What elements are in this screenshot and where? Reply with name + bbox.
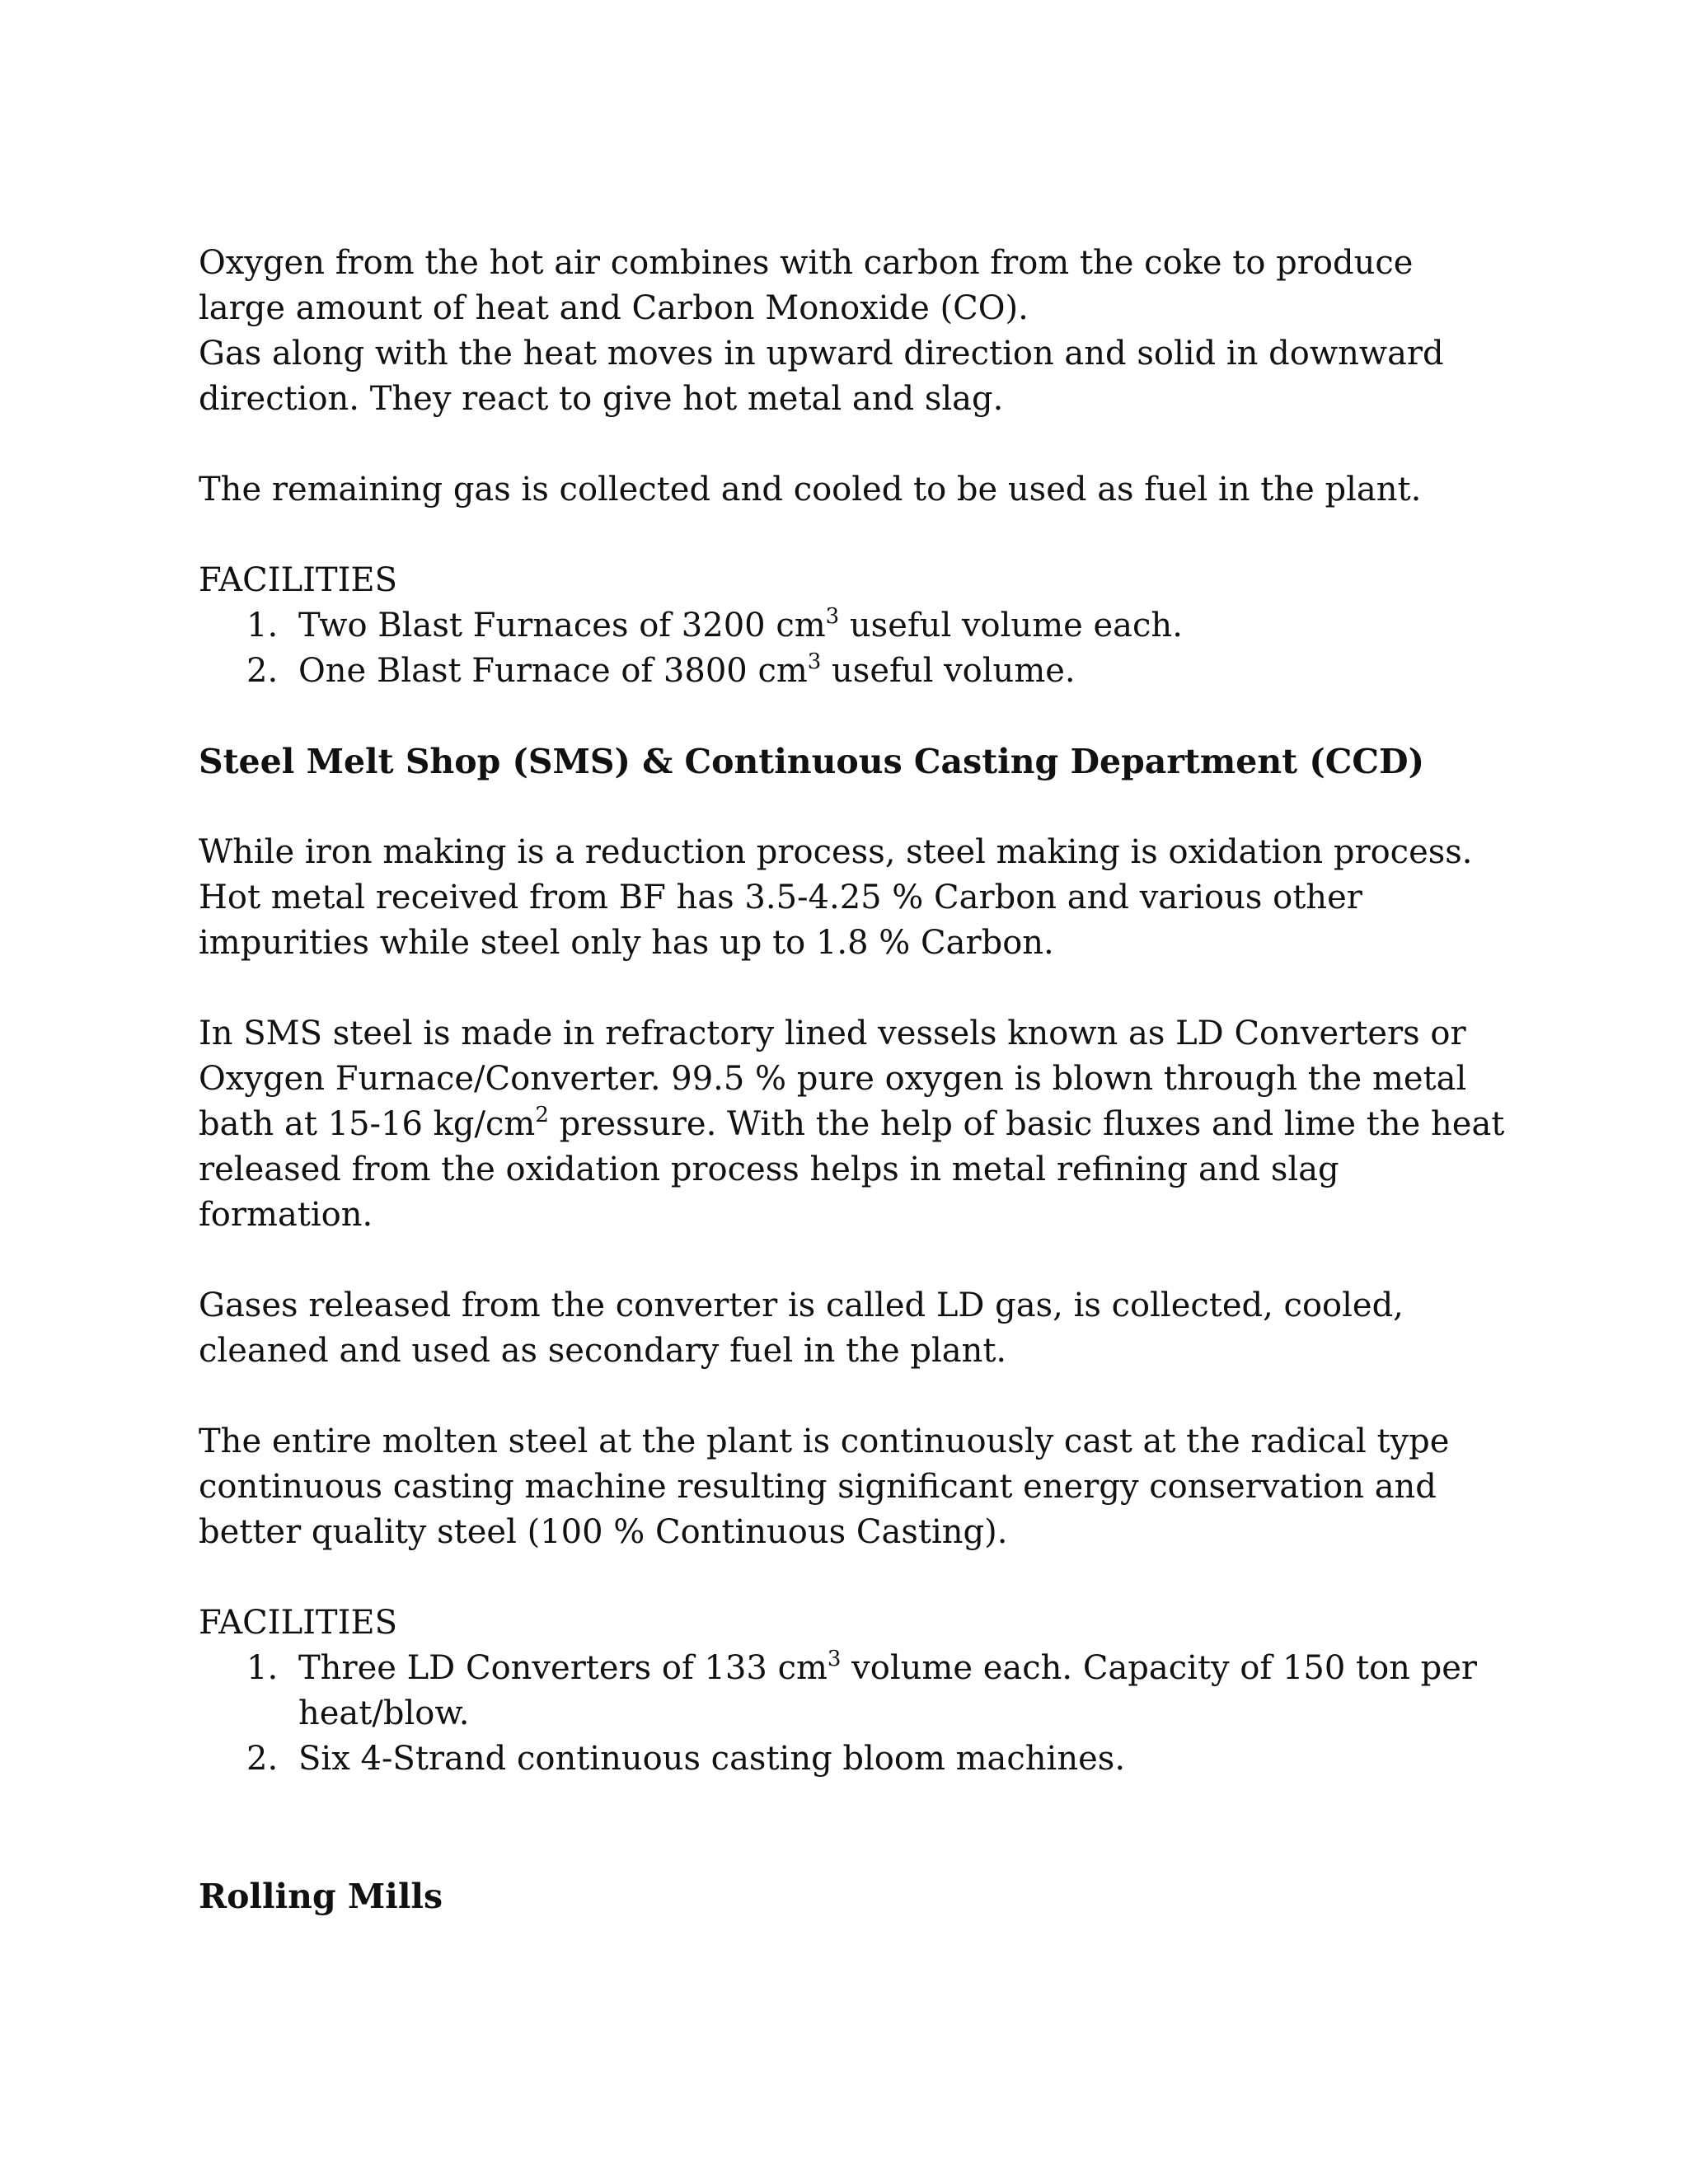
superscript: 3 [807, 649, 822, 674]
section-heading-rolling-mills: Rolling Mills [199, 1877, 443, 1916]
facilities-heading-bf: FACILITIES [199, 561, 398, 599]
list-item-text-end: volume each. Capacity of 150 ton per heat/blow. [298, 1649, 1478, 1732]
paragraph-ld-converters [199, 1011, 1509, 1238]
list-item [199, 649, 1509, 694]
list-item-number: 2. [246, 652, 279, 690]
list-item [199, 603, 1509, 649]
section-heading-sms: Steel Melt Shop (SMS) & Continuous Casting Department (CCD) [199, 742, 1424, 781]
list-item [199, 1646, 1509, 1736]
page-content [199, 241, 1509, 1919]
paragraph-text: In SMS steel is made in refractory lined vessels known as LD Converters or Oxygen Furnace/Converter. 99.5 % pure oxygen is blown through the metal bath at 15-16 kg/cm [199, 1015, 1467, 1143]
superscript: 3 [825, 603, 840, 629]
facilities-list-sms [199, 1646, 1509, 1782]
list-item-number: 1. [246, 607, 279, 644]
facilities-heading-sms: FACILITIES [199, 1604, 398, 1642]
list-item-text: Two Blast Furnaces of 3200 cm [298, 607, 826, 644]
list-item-text-end: useful volume each. [839, 607, 1183, 644]
superscript: 2 [535, 1102, 549, 1127]
paragraph-continuous-casting: The entire molten steel at the plant is continuously cast at the radical type continuous casting machine resulting significant energy conservation and better quality steel (100 % Continuous Casting). [199, 1422, 1450, 1551]
paragraph-ld-gas: Gases released from the converter is called LD gas, is collected, cooled, cleaned and used as secondary fuel in the plant. [199, 1286, 1404, 1370]
list-item-text-end: useful volume. [821, 652, 1076, 690]
list-item-text: Three LD Converters of 133 cm [298, 1649, 828, 1687]
list-item-number: 1. [246, 1649, 279, 1687]
paragraph-gas-movement: Gas along with the heat moves in upward direction and solid in downward direction. They react to give hot metal and slag. [199, 335, 1444, 418]
list-item-text: One Blast Furnace of 3800 cm [298, 652, 808, 690]
paragraph-oxygen-carbon: Oxygen from the hot air combines with carbon from the coke to produce large amount of heat and Carbon Monoxide (CO). [199, 244, 1414, 327]
list-item [199, 1736, 1509, 1782]
list-item-text: Six 4-Strand continuous casting bloom machines. [298, 1740, 1126, 1778]
superscript: 3 [827, 1646, 842, 1671]
list-item-number: 2. [246, 1740, 279, 1778]
paragraph-text-end: pressure. With the help of basic fluxes and lime the heat released from the oxidation process helps in metal refining and slag formation. [199, 1105, 1505, 1234]
paragraph-iron-vs-steel: While iron making is a reduction process, steel making is oxidation process. Hot metal received from BF has 3.5-4.25 % Carbon and various other impurities while steel only has up to 1.8 % Carbon. [199, 833, 1473, 962]
facilities-list-bf [199, 603, 1509, 694]
paragraph-remaining-gas: The remaining gas is collected and cooled to be used as fuel in the plant. [199, 471, 1422, 509]
